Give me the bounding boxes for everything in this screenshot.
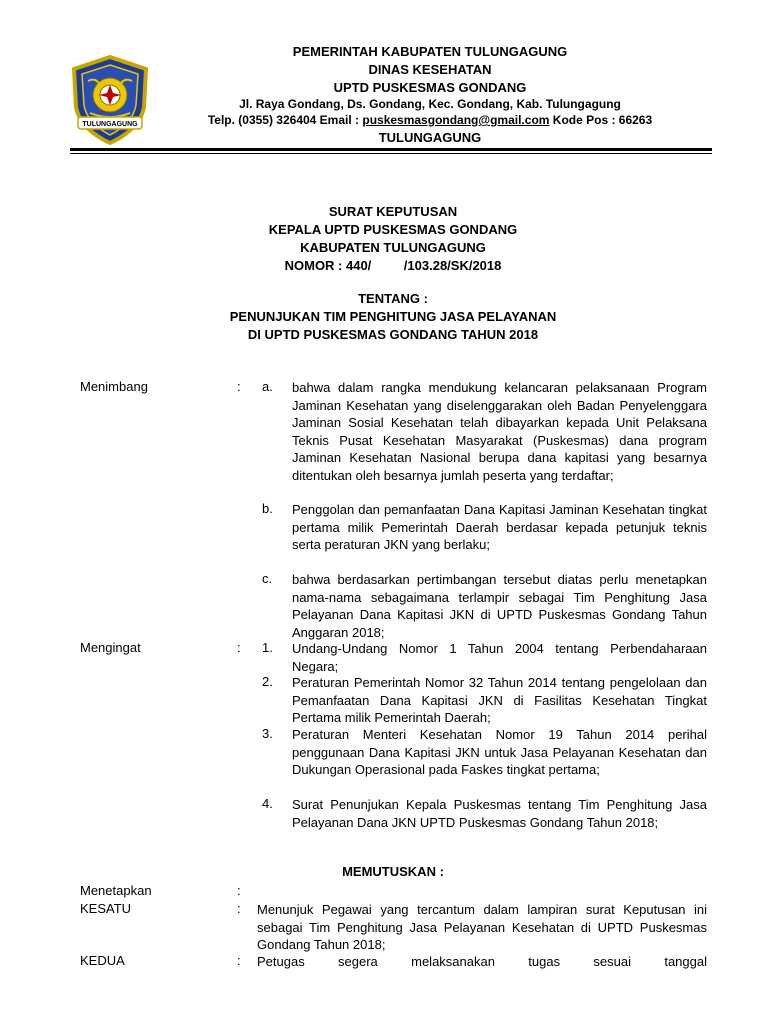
decree-tentang: TENTANG : xyxy=(358,291,428,306)
kedua-text: Petugas segera melaksanakan tugas sesuai tanggal xyxy=(257,954,707,969)
letterhead-contact xyxy=(150,113,710,127)
letterhead-address: Jl. Raya Gondang, Ds. Gondang, Kec. Gondang, Kab. Tulungagung xyxy=(239,97,621,111)
letterhead-postal: Kode Pos : 66263 xyxy=(549,113,653,127)
kesatu-label: KESATU xyxy=(80,901,132,916)
letterhead-department: DINAS KESEHATAN xyxy=(368,62,492,77)
mengingat-item-3-text: Peraturan Menteri Kesehatan Nomor 19 Tahun 2014 perihal penggunaan Dana Kapitasi JKN untuk Jasa Pelayanan Kesehatan dan Dukungan Operasional pada Faskes tingkat pertama; xyxy=(292,727,707,777)
menimbang-item-c-text: bahwa berdasarkan pertimbangan tersebut diatas perlu menetapkan nama-nama sebagaimana terlampir sebagai Tim Penghitung Jasa Pelayanan Dana Kapitasi JKN di UPTD Puskesmas Gondang Tahun Anggaran 2018; xyxy=(292,572,707,640)
menimbang-item-a-text: bahwa dalam rangka mendukung kelancaran pelaksanaan Program Jaminan Kesehatan yang diselenggarakan oleh Badan Penyelenggara Jaminan Sosial Kesehatan telah dibayarkan kepada Unit Pelaksana Teknis Pusat Kesehatan Masyarakat (Puskesmas) dana program Jaminan Kesehatan Nasional berupa dana kapitasi yang besarnya ditentukan oleh besarnya jumlah peserta yang terdaftar; xyxy=(292,380,707,483)
mengingat-item-4-mark: 4. xyxy=(262,796,273,811)
menetapkan-label: Menetapkan xyxy=(80,883,152,898)
kedua-label: KEDUA xyxy=(80,953,125,968)
letterhead-phone: Telp. (0355) 326404 Email : xyxy=(207,113,363,127)
mengingat-label: Mengingat xyxy=(80,640,141,655)
menimbang-colon: : xyxy=(237,379,241,394)
kesatu-text: Menunjuk Pegawai yang tercantum dalam lampiran surat Keputusan ini sebagai Tim Penghitung Jasa Pelayanan Kesehatan di UPTD Puskesmas Gondang Tahun 2018; xyxy=(257,902,707,952)
letterhead-rule-thin xyxy=(70,153,712,154)
memutuskan-heading: MEMUTUSKAN : xyxy=(342,864,444,879)
decree-regency: KABUPATEN TULUNGAGUNG xyxy=(300,240,486,255)
decree-subject-line1: PENUNJUKAN TIM PENGHITUNG JASA PELAYANAN xyxy=(229,309,557,324)
mengingat-colon: : xyxy=(237,640,241,655)
menetapkan-colon: : xyxy=(237,883,241,898)
mengingat-item-3-mark: 3. xyxy=(262,726,273,741)
letterhead-email-link[interactable]: puskesmasgondang@gmail.com xyxy=(362,113,550,127)
menimbang-item-b-mark: b. xyxy=(262,501,273,516)
tulungagung-regency-crest-icon xyxy=(66,55,154,145)
menimbang-item-b-text: Penggolan dan pemanfaatan Dana Kapitasi Jaminan Kesehatan tingkat pertama milik Pemerintah Daerah berdasar kepada petunjuk teknis serta peraturan JKN yang berlaku; xyxy=(292,502,707,552)
letterhead xyxy=(0,0,768,160)
mengingat-item-4-text: Surat Penunjukan Kepala Puskesmas tentang Tim Penghitung Jasa Pelayanan Dana JKN UPTD Puskesmas Gondang Tahun 2018; xyxy=(292,797,707,830)
decree-issuer: KEPALA UPTD PUSKESMAS GONDANG xyxy=(268,222,518,237)
decree-subject-line2: DI UPTD PUSKESMAS GONDANG TAHUN 2018 xyxy=(247,327,539,342)
mengingat-item-2-mark: 2. xyxy=(262,674,273,689)
mengingat-item-1-mark: 1. xyxy=(262,640,273,655)
menimbang-item-c-mark: c. xyxy=(262,571,273,586)
crest-ribbon-text: TULUNGAGUNG xyxy=(82,121,138,128)
decree-number: NOMOR : 440/ /103.28/SK/2018 xyxy=(284,258,502,273)
menimbang-item-a-mark: a. xyxy=(262,379,273,394)
letterhead-city: TULUNGAGUNG xyxy=(378,130,482,145)
kesatu-colon: : xyxy=(237,901,241,916)
decree-title: SURAT KEPUTUSAN xyxy=(328,204,458,219)
menimbang-label: Menimbang xyxy=(80,379,148,394)
letterhead-rule-thick xyxy=(70,148,712,151)
mengingat-item-1-text: Undang-Undang Nomor 1 Tahun 2004 tentang Perbendaharaan Negara; xyxy=(292,641,707,674)
kedua-colon: : xyxy=(237,953,241,968)
letterhead-government: PEMERINTAH KABUPATEN TULUNGAGUNG xyxy=(292,44,568,59)
letterhead-unit: UPTD PUSKESMAS GONDANG xyxy=(333,80,527,95)
mengingat-item-2-text: Peraturan Pemerintah Nomor 32 Tahun 2014 tentang pengelolaan dan Pemanfaatan Dana Kapitasi JKN di Fasilitas Kesehatan Tingkat Pertama milik Pemerintah Daerah; xyxy=(292,675,707,725)
